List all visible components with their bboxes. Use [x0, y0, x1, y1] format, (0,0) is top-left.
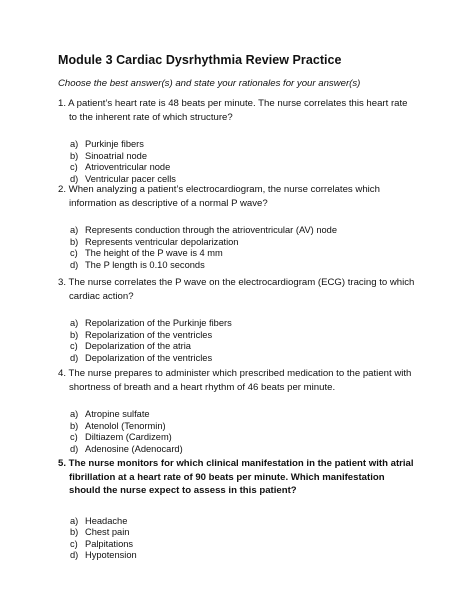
answer-option: [70, 341, 418, 353]
answer-option: [70, 225, 418, 237]
option-text: Atenolol (Tenormin): [85, 420, 166, 431]
option-letter: a): [70, 318, 79, 328]
answer-options: [58, 318, 418, 364]
answer-options: [58, 516, 418, 562]
answer-options: [58, 409, 418, 455]
option-text: Diltiazem (Cardizem): [85, 432, 172, 443]
option-letter: c): [70, 432, 78, 443]
answer-option: [70, 248, 418, 260]
option-text: Chest pain: [85, 527, 130, 538]
option-letter: b): [70, 329, 79, 340]
option-text: Adenosine (Adenocard): [85, 443, 183, 454]
answer-option: [70, 237, 418, 249]
option-text: Ventricular pacer cells: [85, 173, 176, 184]
answer-option: [70, 421, 418, 433]
option-text: Depolarization of the atria: [85, 341, 191, 352]
option-letter: a): [70, 515, 79, 526]
question-2: [58, 183, 418, 271]
option-letter: b): [70, 236, 79, 247]
answer-option: [70, 527, 418, 539]
option-letter: b): [70, 420, 79, 431]
answer-option: [70, 432, 418, 444]
answer-option: [70, 353, 418, 365]
option-letter: b): [70, 150, 79, 161]
option-text: The P length is 0.10 seconds: [85, 259, 205, 270]
option-text: Represents conduction through the atrioventricular (AV) node: [85, 225, 338, 235]
answer-options: [58, 225, 418, 271]
document-instructions: Choose the best answer(s) and state your rationales for your answer(s): [58, 78, 361, 89]
option-text: Repolarization of the Purkinje fibers: [85, 318, 232, 328]
question-text: 5. The nurse monitors for which clinical manifestation in the patient with atrial fibrillation at a heart rate of 90 beats per minute. Which manifestation should the nurse expect to assess in this patient?: [58, 458, 414, 496]
option-text: Sinoatrial node: [85, 150, 148, 161]
question-5: [58, 457, 418, 562]
option-text: Atropine sulfate: [85, 409, 150, 419]
option-letter: d): [70, 259, 79, 270]
question-text: 1. A patient’s heart rate is 48 beats per minute. The nurse correlates this heart rate to the inherent rate of which structure?: [58, 98, 408, 123]
option-letter: c): [70, 248, 78, 259]
option-letter: c): [70, 341, 78, 352]
answer-option: [70, 260, 418, 272]
option-text: Atrioventricular node: [85, 162, 171, 173]
document-title: Module 3 Cardiac Dysrhythmia Review Practice: [58, 53, 342, 67]
question-4: [58, 367, 418, 455]
question-3: [58, 276, 418, 364]
option-letter: a): [70, 225, 79, 235]
answer-option: [70, 139, 418, 151]
answer-option: [70, 151, 418, 163]
answer-option: [70, 318, 418, 330]
option-text: Palpitations: [85, 538, 134, 549]
option-text: Repolarization of the ventricles: [85, 329, 213, 340]
question-text: 4. The nurse prepares to administer which prescribed medication to the patient with shortness of breath and a heart rhythm of 46 beats per minute.: [58, 368, 412, 393]
answer-option: [70, 550, 418, 562]
option-letter: b): [70, 527, 79, 538]
option-letter: d): [70, 352, 79, 363]
option-letter: c): [70, 538, 78, 549]
option-letter: a): [70, 139, 79, 149]
answer-option: [70, 444, 418, 456]
option-text: Depolarization of the ventricles: [85, 352, 213, 363]
option-text: Purkinje fibers: [85, 139, 144, 149]
option-text: Hypotension: [85, 550, 137, 561]
option-letter: d): [70, 550, 79, 561]
option-letter: d): [70, 443, 79, 454]
option-text: Headache: [85, 515, 128, 526]
option-text: The height of the P wave is 4 mm: [85, 248, 223, 259]
answer-option: [70, 539, 418, 551]
answer-option: [70, 162, 418, 174]
option-text: Represents ventricular depolarization: [85, 236, 239, 247]
question-text: 3. The nurse correlates the P wave on the electrocardiogram (ECG) tracing to which cardiac action?: [58, 277, 415, 302]
option-letter: d): [70, 173, 79, 184]
question-1: [58, 97, 418, 185]
answer-option: [70, 409, 418, 421]
option-letter: a): [70, 409, 79, 419]
answer-option: [70, 516, 418, 528]
question-text: 2. When analyzing a patient’s electrocardiogram, the nurse correlates which information as descriptive of a normal P wave?: [58, 184, 380, 209]
option-letter: c): [70, 162, 78, 173]
answer-options: [58, 139, 418, 185]
answer-option: [70, 330, 418, 342]
